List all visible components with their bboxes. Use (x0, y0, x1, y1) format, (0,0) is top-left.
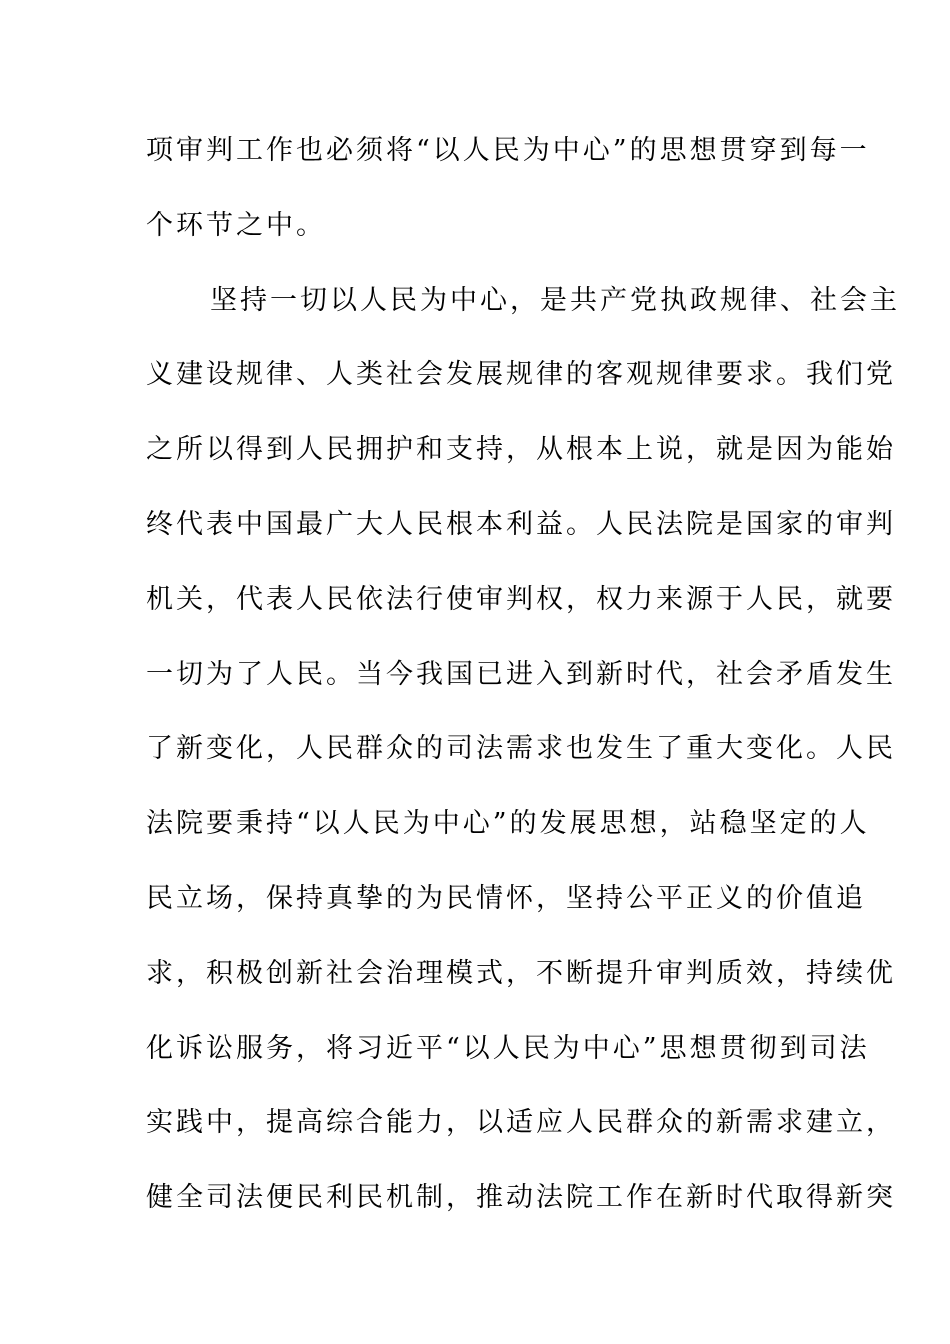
paragraph-first-line: 坚持一切以人民为中心，是共产党执政规律、社会主 (210, 284, 900, 316)
text-line: 终代表中国最广大人民根本利益。人民法院是国家的审判 (146, 508, 896, 540)
text-line: 化诉讼服务，将习近平“以人民为中心”思想贯彻到司法 (146, 1032, 870, 1064)
body-text (146, 131, 900, 1253)
text-line: 求，积极创新社会治理模式，不断提升审判质效，持续优 (146, 957, 896, 989)
text-line: 实践中，提高综合能力，以适应人民群众的新需求建立， (146, 1107, 896, 1139)
text-line: 机关，代表人民依法行使审判权，权力来源于人民，就要 (146, 583, 896, 615)
text-line: 了新变化，人民群众的司法需求也发生了重大变化。人民 (146, 733, 896, 765)
text-line: 民立场，保持真挚的为民情怀，坚持公平正义的价值追 (146, 882, 866, 914)
text-line: 法院要秉持“以人民为中心”的发展思想，站稳坚定的人 (146, 808, 870, 840)
text-line: 个环节之中。 (146, 209, 326, 241)
text-line: 项审判工作也必须将“以人民为中心”的思想贯穿到每一 (146, 135, 870, 166)
text-line: 健全司法便民利民机制，推动法院工作在新时代取得新突 (146, 1182, 896, 1214)
text-line: 义建设规律、人类社会发展规律的客观规律要求。我们党 (146, 359, 896, 391)
text-line: 之所以得到人民拥护和支持，从根本上说，就是因为能始 (146, 434, 896, 466)
text-line: 一切为了人民。当今我国已进入到新时代，社会矛盾发生 (146, 658, 896, 690)
